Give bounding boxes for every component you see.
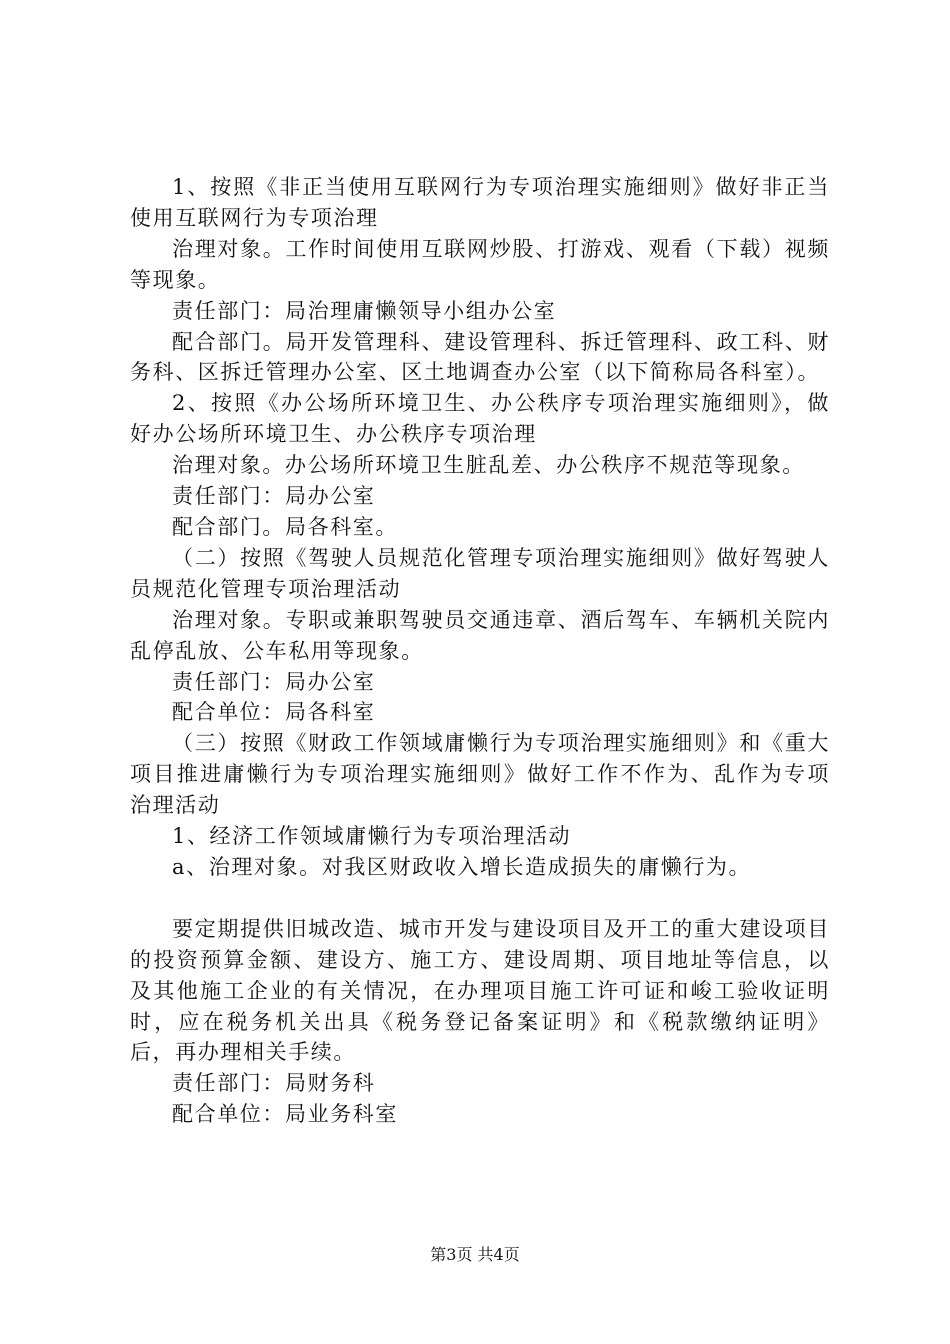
paragraph: 2、按照《办公场所环境卫生、办公秩序专项治理实施细则》，做好办公场所环境卫生、办公秩序专项治理 <box>130 391 830 447</box>
paragraph: a、治理对象。对我区财政收入增长造成损失的庸懒行为。 <box>172 854 752 879</box>
paragraph: 治理对象。工作时间使用互联网炒股、打游戏、观看（下载）视频等现象。 <box>130 236 830 292</box>
paragraph: 治理对象。专职或兼职驾驶员交通违章、酒后驾车、车辆机关院内乱停乱放、公车私用等现象。 <box>130 607 830 663</box>
paragraph: 要定期提供旧城改造、城市开发与建设项目及开工的重大建设项目的投资预算金额、建设方、施工方、建设周期、项目地址等信息，以及其他施工企业的有关情况，在办理项目施工许可证和峻工验收证明时，应在税务机关出具《税务登记备案证明》和《税款缴纳证明》后，再办理相关手续。 <box>130 916 830 1065</box>
paragraph: 责任部门：局财务科 <box>172 1071 376 1096</box>
paragraph: 治理对象。办公场所环境卫生脏乱差、办公秩序不规范等现象。 <box>172 453 805 478</box>
paragraph: （三）按照《财政工作领域庸懒行为专项治理实施细则》和《重大项目推进庸懒行为专项治理实施细则》做好工作不作为、乱作为专项治理活动 <box>130 731 830 818</box>
paragraph: 配合部门。局各科室。 <box>172 514 398 539</box>
paragraph: 1、按照《非正当使用互联网行为专项治理实施细则》做好非正当使用互联网行为专项治理 <box>130 175 830 230</box>
paragraph: 配合部门。局开发管理科、建设管理科、拆迁管理科、政工科、财务科、区拆迁管理办公室、区土地调查办公室（以下简称局各科室）。 <box>130 329 830 385</box>
paragraph: 1、经济工作领域庸懒行为专项治理活动 <box>172 824 572 849</box>
page-footer <box>0 1242 950 1265</box>
paragraph: 配合单位：局业务科室 <box>172 1102 398 1127</box>
paragraph: 责任部门：局治理庸懒领导小组办公室 <box>172 298 557 323</box>
paragraph: 责任部门：局办公室 <box>172 669 376 694</box>
paragraph: 配合单位：局各科室 <box>172 700 376 725</box>
document-body <box>130 172 830 1130</box>
paragraph: 责任部门：局办公室 <box>172 484 376 509</box>
paragraph: （二）按照《驾驶人员规范化管理专项治理实施细则》做好驾驶人员规范化管理专项治理活动 <box>130 545 830 601</box>
page-number-label: 第3页 共4页 <box>430 1245 520 1264</box>
